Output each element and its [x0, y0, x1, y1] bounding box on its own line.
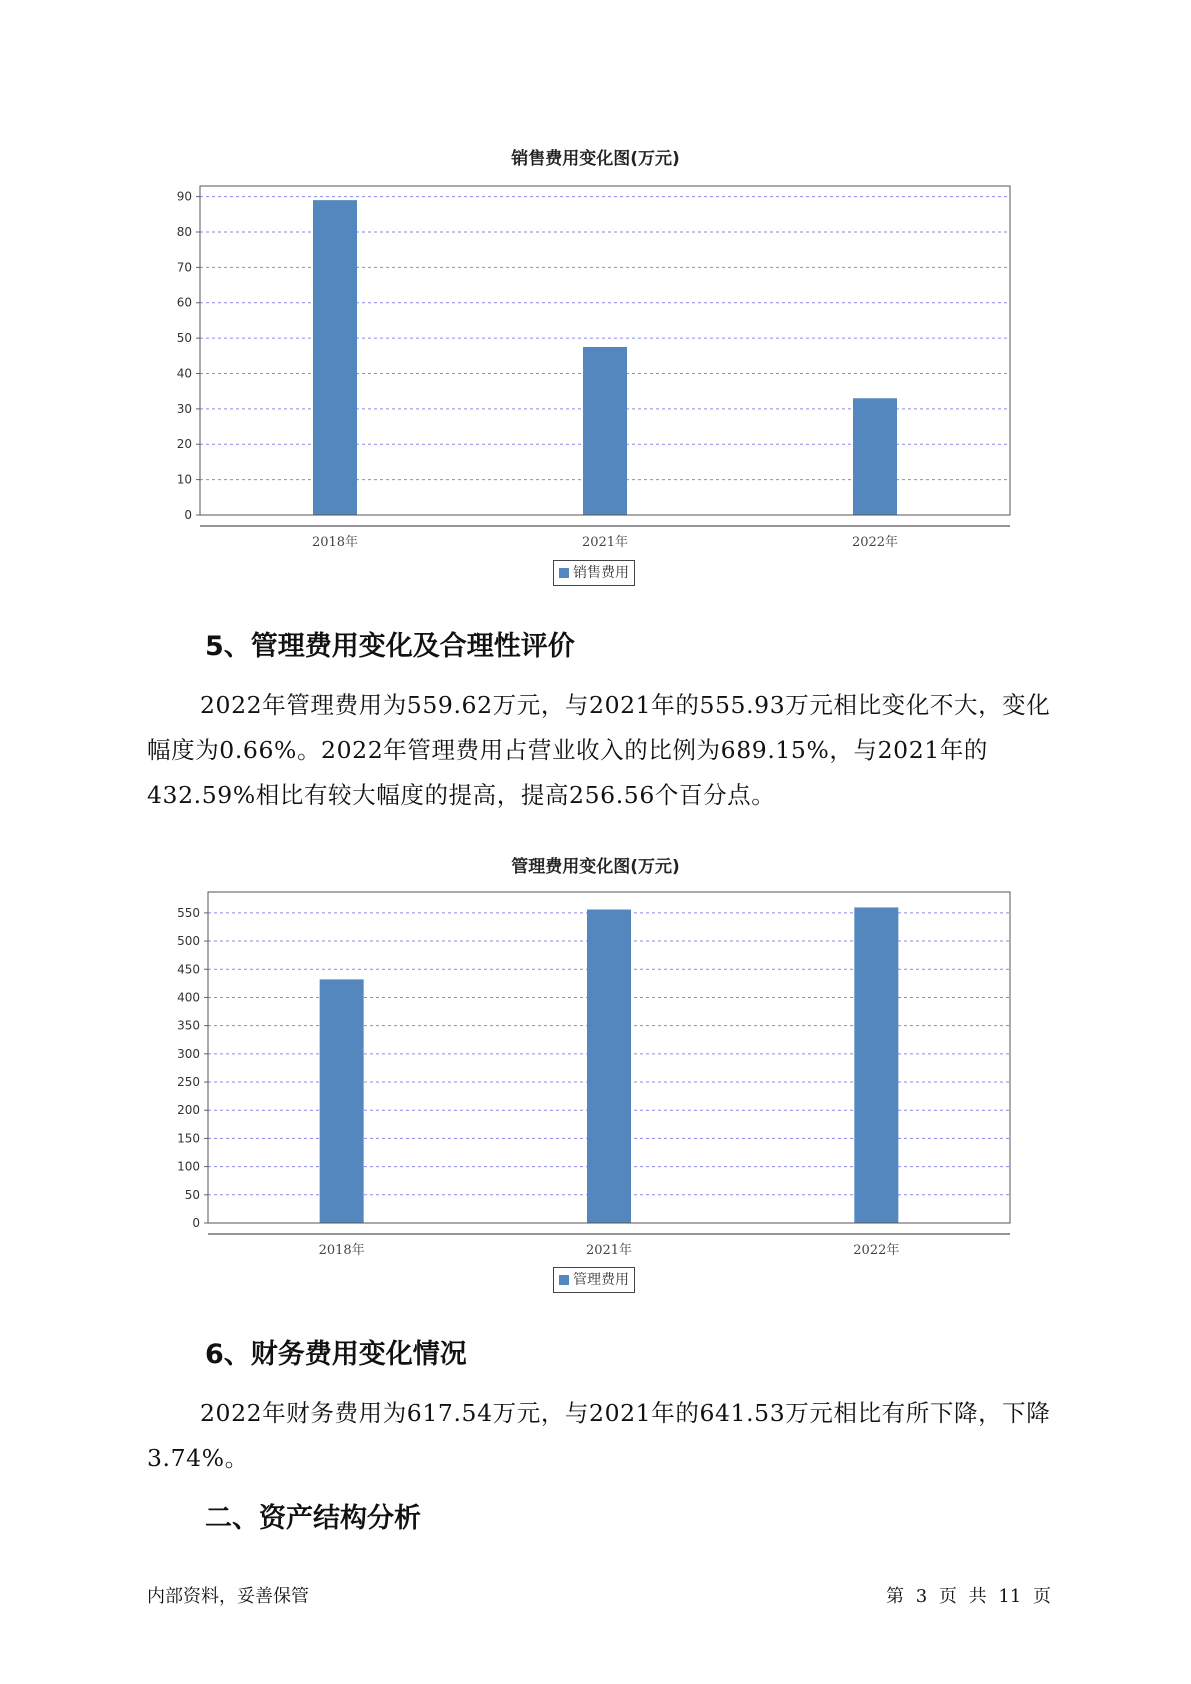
y-tick-label: 100: [177, 1159, 200, 1174]
y-tick-label: 200: [177, 1103, 200, 1118]
y-tick-label: 90: [176, 189, 192, 204]
bar: [853, 398, 897, 515]
sales-expense-chart-title: 销售费用变化图(万元): [511, 149, 680, 169]
sales-expense-legend: [553, 560, 635, 586]
finance-expense-paragraph: 2022年财务费用为617.54万元，与2021年的641.53万元相比有所下降，下降3.74%。: [147, 1399, 1051, 1472]
y-tick-label: 70: [176, 260, 192, 275]
admin-expense-legend: [553, 1267, 635, 1293]
y-tick-label: 150: [177, 1131, 200, 1146]
sales-expense-chart: [0, 170, 1191, 550]
legend-swatch: [559, 1275, 569, 1285]
admin-expense-chart: [0, 880, 1191, 1260]
y-tick-label: 50: [184, 1187, 200, 1202]
legend-label: 销售费用: [573, 565, 629, 581]
admin-expense-paragraph: 2022年管理费用为559.62万元，与2021年的555.93万元相比变化不大，变化幅度为0.66%。2022年管理费用占营业收入的比例为689.15%，与2021年的432.59%相比有较大幅度的提高，提高256.56个百分点。: [147, 691, 1051, 809]
legend-label: 管理费用: [573, 1272, 629, 1288]
admin-expense-chart-title: 管理费用变化图(万元): [511, 857, 680, 877]
y-tick-label: 80: [176, 224, 192, 239]
bar: [583, 347, 627, 515]
x-tick-label: 2018年: [311, 535, 359, 550]
y-tick-label: 0: [184, 508, 192, 522]
bar: [313, 200, 357, 515]
y-tick-label: 300: [177, 1046, 200, 1061]
y-tick-label: 0: [192, 1216, 200, 1230]
admin-expense-heading: 5、管理费用变化及合理性评价: [205, 631, 575, 662]
y-tick-label: 60: [176, 295, 192, 310]
y-tick-label: 500: [177, 934, 200, 949]
x-tick-label: 2018年: [318, 1243, 365, 1258]
legend-swatch: [559, 568, 569, 578]
bar: [320, 979, 364, 1223]
x-tick-label: 2022年: [851, 535, 899, 550]
x-tick-label: 2022年: [853, 1243, 900, 1258]
y-tick-label: 450: [177, 962, 200, 977]
footer-page-number: 第 3 页 共 11 页: [886, 1586, 1051, 1607]
bar: [587, 910, 631, 1223]
y-tick-label: 550: [177, 905, 200, 920]
y-tick-label: 50: [176, 331, 192, 346]
x-tick-label: 2021年: [585, 1243, 633, 1258]
footer-confidential-note: 内部资料，妥善保管: [147, 1586, 309, 1607]
y-tick-label: 10: [176, 472, 192, 487]
y-tick-label: 350: [177, 1018, 200, 1033]
y-tick-label: 30: [176, 401, 192, 416]
bar: [854, 907, 898, 1223]
y-tick-label: 250: [177, 1075, 200, 1090]
y-tick-label: 40: [176, 366, 192, 381]
y-tick-label: 20: [176, 437, 192, 452]
x-tick-label: 2021年: [581, 535, 629, 550]
y-tick-label: 400: [177, 990, 200, 1005]
finance-expense-heading: 6、财务费用变化情况: [205, 1339, 467, 1370]
asset-structure-heading: 二、资产结构分析: [205, 1503, 421, 1534]
